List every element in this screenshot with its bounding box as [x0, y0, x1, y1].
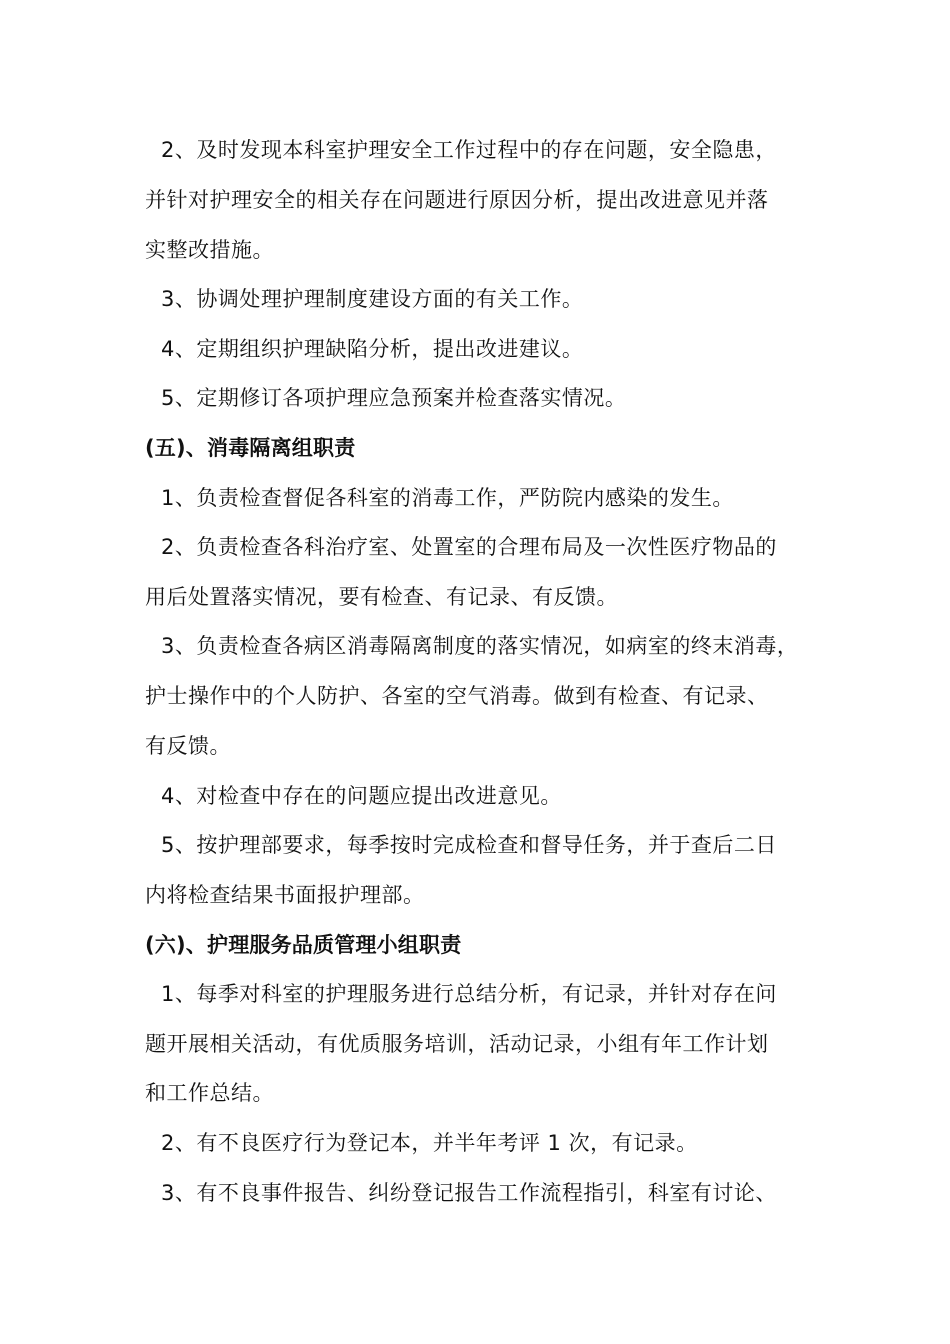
- paragraph-line: 1、每季对科室的护理服务进行总结分析，有记录，并针对存在问: [161, 982, 777, 1006]
- section-heading: (五)、消毒隔离组职责: [145, 436, 356, 460]
- paragraph-line: 4、定期组织护理缺陷分析，提出改进建议。: [161, 337, 584, 361]
- paragraph-line: 3、协调处理护理制度建设方面的有关工作。: [161, 287, 584, 311]
- paragraph-line: 并针对护理安全的相关存在问题进行原因分析，提出改进意见并落: [145, 188, 769, 212]
- paragraph-line: 2、有不良医疗行为登记本，并半年考评 1 次，有记录。: [161, 1131, 698, 1155]
- paragraph-line: 5、定期修订各项护理应急预案并检查落实情况。: [161, 386, 627, 410]
- paragraph-line: 和工作总结。: [145, 1081, 274, 1105]
- paragraph-line: 有反馈。: [145, 734, 231, 758]
- paragraph-line: 2、及时发现本科室护理安全工作过程中的存在问题，安全隐患，: [161, 138, 777, 162]
- section-heading: (六)、护理服务品质管理小组职责: [145, 933, 462, 957]
- paragraph-line: 实整改措施。: [145, 238, 274, 262]
- paragraph-line: 5、按护理部要求，每季按时完成检查和督导任务，并于查后二日: [161, 833, 777, 857]
- paragraph-line: 1、负责检查督促各科室的消毒工作，严防院内感染的发生。: [161, 486, 734, 510]
- paragraph-line: 4、对检查中存在的问题应提出改进意见。: [161, 784, 562, 808]
- paragraph-line: 3、有不良事件报告、纠纷登记报告工作流程指引，科室有讨论、: [161, 1181, 777, 1205]
- paragraph-line: 3、负责检查各病区消毒隔离制度的落实情况，如病室的终末消毒，: [161, 634, 799, 658]
- paragraph-line: 护士操作中的个人防护、各室的空气消毒。做到有检查、有记录、: [145, 684, 769, 708]
- paragraph-line: 2、负责检查各科治疗室、处置室的合理布局及一次性医疗物品的: [161, 535, 777, 559]
- paragraph-line: 内将检查结果书面报护理部。: [145, 883, 425, 907]
- paragraph-line: 用后处置落实情况，要有检查、有记录、有反馈。: [145, 585, 618, 609]
- paragraph-line: 题开展相关活动，有优质服务培训，活动记录，小组有年工作计划: [145, 1032, 769, 1056]
